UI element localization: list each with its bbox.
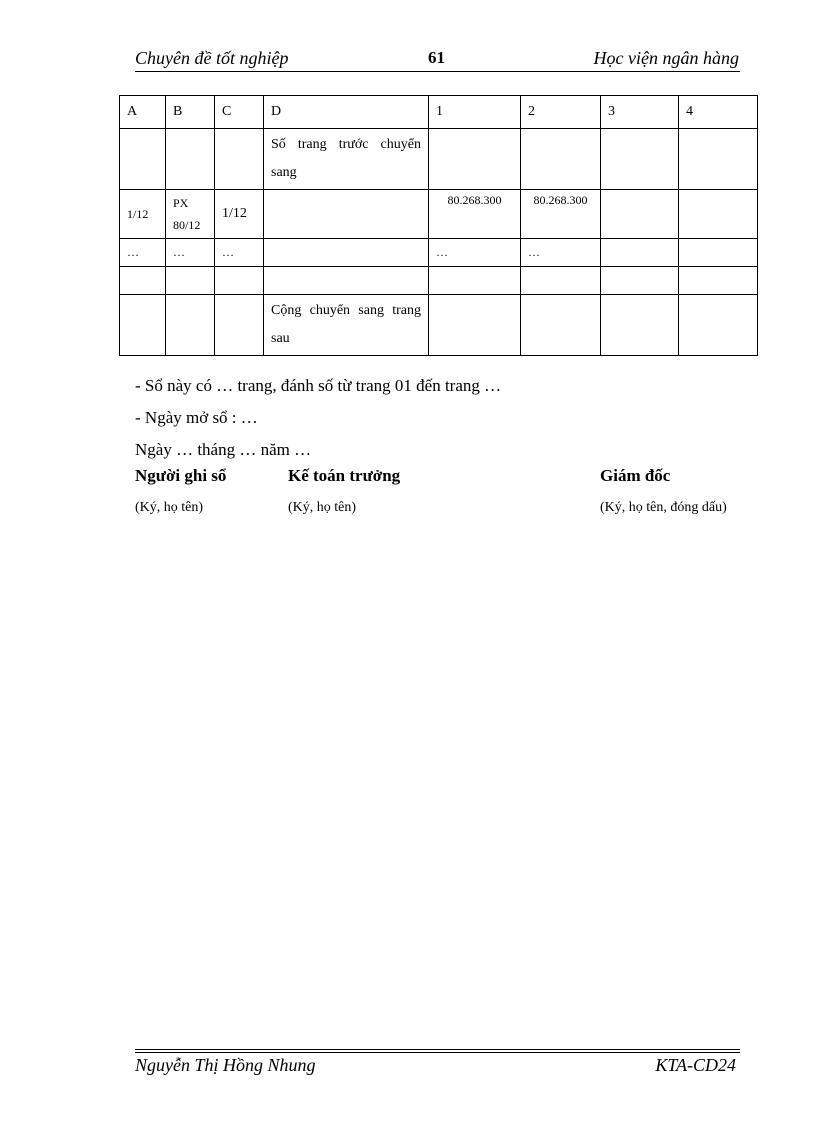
- signature-note-chief-accountant: (Ký, họ tên): [288, 500, 357, 515]
- column-header: 4: [679, 96, 758, 129]
- table-cell: [429, 267, 521, 295]
- table-cell: …: [429, 239, 521, 267]
- footer-class-code: KTA-CD24: [655, 1055, 736, 1075]
- table-cell: 80.268.300: [521, 190, 601, 239]
- column-header: 1: [429, 96, 521, 129]
- note-page-count: - Sổ này có … trang, đánh số từ trang 01 đến trang …: [135, 376, 502, 395]
- signature-note-director: (Ký, họ tên, đóng dấu): [600, 500, 727, 515]
- table-cell: [166, 295, 215, 356]
- table-cell: [521, 295, 601, 356]
- column-header: D: [264, 96, 429, 129]
- table-cell: [120, 129, 166, 190]
- table-cell: …: [166, 239, 215, 267]
- table-cell: [215, 295, 264, 356]
- page-number: 61: [428, 48, 445, 67]
- table-cell: …: [521, 239, 601, 267]
- signature-title-recorder: Người ghi sổ: [135, 466, 227, 485]
- note-open-date: - Ngày mở sổ : …: [135, 408, 258, 427]
- header-left-title: Chuyên đề tốt nghiệp: [135, 48, 289, 68]
- table-cell: [521, 267, 601, 295]
- column-header: C: [215, 96, 264, 129]
- table-cell: [679, 295, 758, 356]
- table-cell: PX 80/12: [166, 190, 215, 239]
- footer-rule-top: [135, 1049, 740, 1050]
- signature-title-director: Giám đốc: [600, 466, 671, 485]
- table-cell: [679, 190, 758, 239]
- column-header: A: [120, 96, 166, 129]
- table-cell: 1/12: [120, 190, 166, 239]
- table-row: [120, 295, 758, 356]
- table-header-row: [120, 96, 758, 129]
- ledger-table: [119, 95, 758, 356]
- table-cell: [601, 190, 679, 239]
- table-cell: [166, 129, 215, 190]
- table-cell: [679, 239, 758, 267]
- table-cell: [264, 239, 429, 267]
- table-cell: [264, 190, 429, 239]
- table-cell: …: [215, 239, 264, 267]
- table-cell: 80.268.300: [429, 190, 521, 239]
- table-row: [120, 239, 758, 267]
- header-rule: [135, 71, 740, 72]
- footer-author: Nguyễn Thị Hồng Nhung: [135, 1055, 316, 1075]
- column-header: 3: [601, 96, 679, 129]
- table-cell: [120, 295, 166, 356]
- table-cell: [215, 267, 264, 295]
- table-cell: [429, 295, 521, 356]
- column-header: 2: [521, 96, 601, 129]
- header-right-title: Học viện ngân hàng: [593, 48, 739, 68]
- table-cell: [166, 267, 215, 295]
- table-cell: [120, 267, 166, 295]
- table-cell: [521, 129, 601, 190]
- table-cell: [215, 129, 264, 190]
- table-cell: Số trang trước chuyển sang: [264, 129, 429, 190]
- table-row: [120, 129, 758, 190]
- footer-rule-bottom: [135, 1052, 740, 1053]
- table-cell: [601, 267, 679, 295]
- table-cell: [601, 239, 679, 267]
- table-row: [120, 267, 758, 295]
- table-cell: [679, 129, 758, 190]
- signature-note-recorder: (Ký, họ tên): [135, 500, 204, 515]
- table-cell: …: [120, 239, 166, 267]
- table-cell: Cộng chuyển sang trang sau: [264, 295, 429, 356]
- table-cell: [264, 267, 429, 295]
- table-cell: [429, 129, 521, 190]
- table-row: [120, 190, 758, 239]
- note-date-line: Ngày … tháng … năm …: [135, 440, 312, 459]
- notes-block: [135, 370, 755, 466]
- table-cell: [679, 267, 758, 295]
- table-cell: [601, 295, 679, 356]
- table-cell: [601, 129, 679, 190]
- table-cell: 1/12: [215, 190, 264, 239]
- column-header: B: [166, 96, 215, 129]
- signature-title-chief-accountant: Kế toán trưởng: [288, 466, 401, 485]
